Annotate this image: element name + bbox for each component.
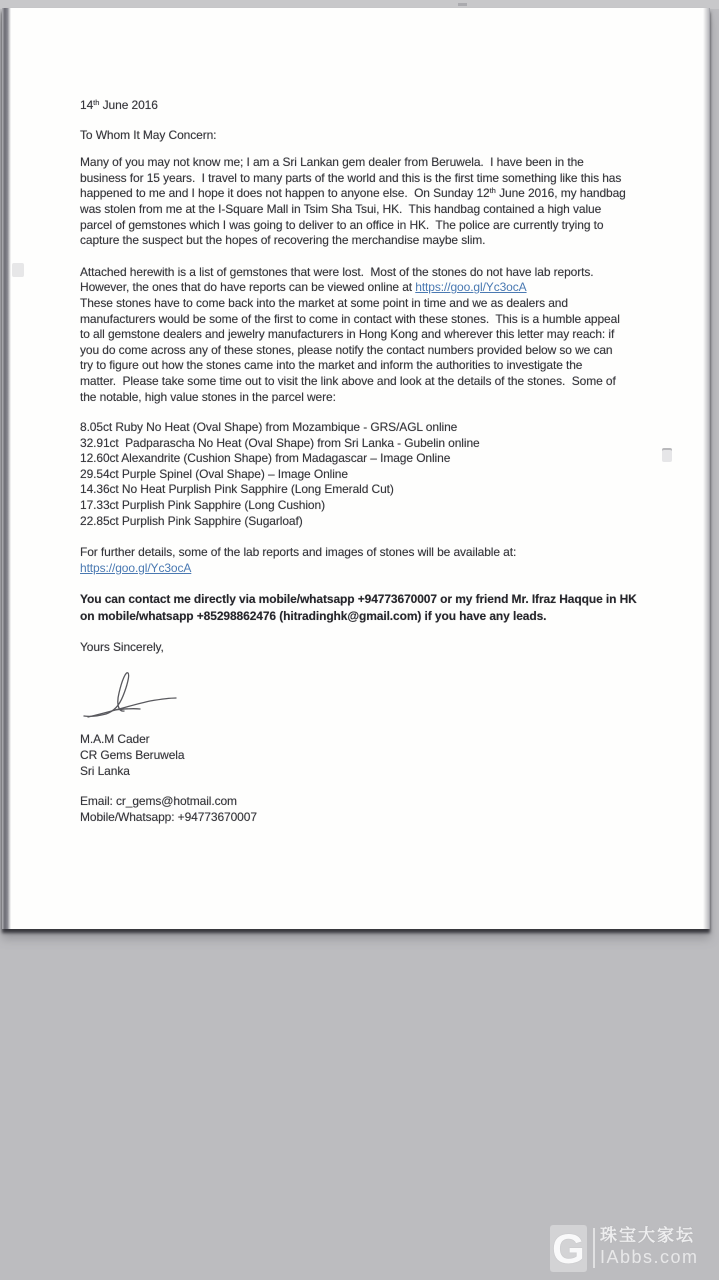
paragraph-appeal [80, 265, 672, 405]
signer-country: Sri Lanka [80, 764, 130, 779]
paragraph-contact [80, 591, 672, 623]
signature-ink [78, 666, 178, 718]
closing: Yours Sincerely, [80, 639, 164, 654]
stone-list [80, 420, 672, 529]
stone-item: 29.54ct Purple Spinel (Oval Shape) – Image Online [80, 466, 348, 481]
scan-artifact [12, 263, 24, 277]
letter-page [2, 8, 710, 929]
body-line: Attached herewith is a list of gemstones that were lost. Most of the stones do not have lab reports. [80, 264, 594, 279]
body-line: to all gemstone dealers and jewelry manufacturers in Hong Kong and wherever this letter may reach: if [80, 327, 615, 342]
body-line: You can contact me directly via mobile/whatsapp +94773670007 or my friend Mr. Ifraz Haqque in HK [80, 592, 637, 607]
body-line: happened to me and I hope it does not happen to anyone else. On Sunday 12th June 2016, my handbag [80, 186, 626, 201]
body-line [80, 561, 672, 577]
stone-item: 12.60ct Alexandrite (Cushion Shape) from Madagascar – Image Online [80, 451, 451, 466]
forum-watermark [550, 1225, 699, 1272]
salutation: To Whom It May Concern: [80, 127, 217, 142]
paragraph-introduction [80, 155, 672, 249]
body-line: business for 15 years. I travel to many parts of the world and this is the first time something like this has [80, 170, 622, 185]
scan-speck [458, 3, 467, 6]
gem-reports-link[interactable]: https://goo.gl/Yc3ocA [415, 280, 527, 295]
body-line: Many of you may not know me; I am a Sri Lankan gem dealer from Beruwela. I have been in the [80, 155, 584, 170]
stone-item: 14.36ct No Heat Purplish Pink Sapphire (Long Emerald Cut) [80, 482, 394, 497]
stone-item: 17.33ct Purplish Pink Sapphire (Long Cushion) [80, 498, 325, 513]
further-details [80, 545, 672, 576]
watermark-forum-name: 珠宝大家坛 [600, 1226, 695, 1245]
body-line: was stolen from me at the I-Square Mall in Tsim Sha Tsui, HK. This handbag contained a high value [80, 201, 602, 216]
forum-logo-g-icon: G [550, 1225, 587, 1272]
body-line: you do come across any of these stones, please notify the contact numbers provided below so we can [80, 342, 613, 357]
body-line: capture the suspect but the hopes of recovering the merchandise maybe slim. [80, 233, 486, 248]
body-line: manufacturers would be some of the first to come in contact with these stones. This is a humble appeal [80, 311, 620, 326]
watermark-divider [593, 1228, 595, 1268]
stone-item: 8.05ct Ruby No Heat (Oval Shape) from Mozambique - GRS/AGL online [80, 420, 458, 435]
body-line: parcel of gemstones which I was going to deliver to an office in HK. The police are currently trying to [80, 217, 604, 232]
body-line: However, the ones that do have reports can be viewed online at https://goo.gl/Yc3ocA [80, 280, 527, 295]
signer-company: CR Gems Beruwela [80, 748, 185, 763]
stone-item: 32.91ct Padparascha No Heat (Oval Shape) from Sri Lanka - Gubelin online [80, 435, 480, 450]
body-line: on mobile/whatsapp +85298862476 (hitradinghk@gmail.com) if you have any leads. [80, 608, 547, 623]
body-line: These stones have to come back into the market at some point in time and we as dealers and [80, 295, 568, 310]
contact-block [80, 794, 672, 826]
watermark-site-name: IAbbs.com [600, 1247, 699, 1267]
date-ordinal: th [93, 98, 100, 107]
signature [80, 666, 672, 718]
lab-reports-link[interactable]: https://goo.gl/Yc3ocA [80, 560, 192, 575]
date-ordinal: th [489, 186, 496, 196]
letter-date: 14th June 2016 [80, 98, 158, 112]
letter-body [80, 98, 672, 825]
body-line: matter. Please take some time out to visit the link above and look at the details of the stones. Some of [80, 373, 616, 388]
stone-item: 22.85ct Purplish Pink Sapphire (Sugarloaf) [80, 513, 303, 528]
contact-mobile: Mobile/Whatsapp: +94773670007 [80, 809, 257, 824]
body-line: the notable, high value stones in the parcel were: [80, 389, 336, 404]
body-line: For further details, some of the lab reports and images of stones will be available at: [80, 545, 517, 560]
contact-email: Email: cr_gems@hotmail.com [80, 793, 237, 808]
signer-name: M.A.M Cader [80, 732, 150, 747]
body-line: try to figure out how the stones came into the market and inform the authorities to investigate the [80, 358, 583, 373]
signer-block [80, 732, 672, 779]
